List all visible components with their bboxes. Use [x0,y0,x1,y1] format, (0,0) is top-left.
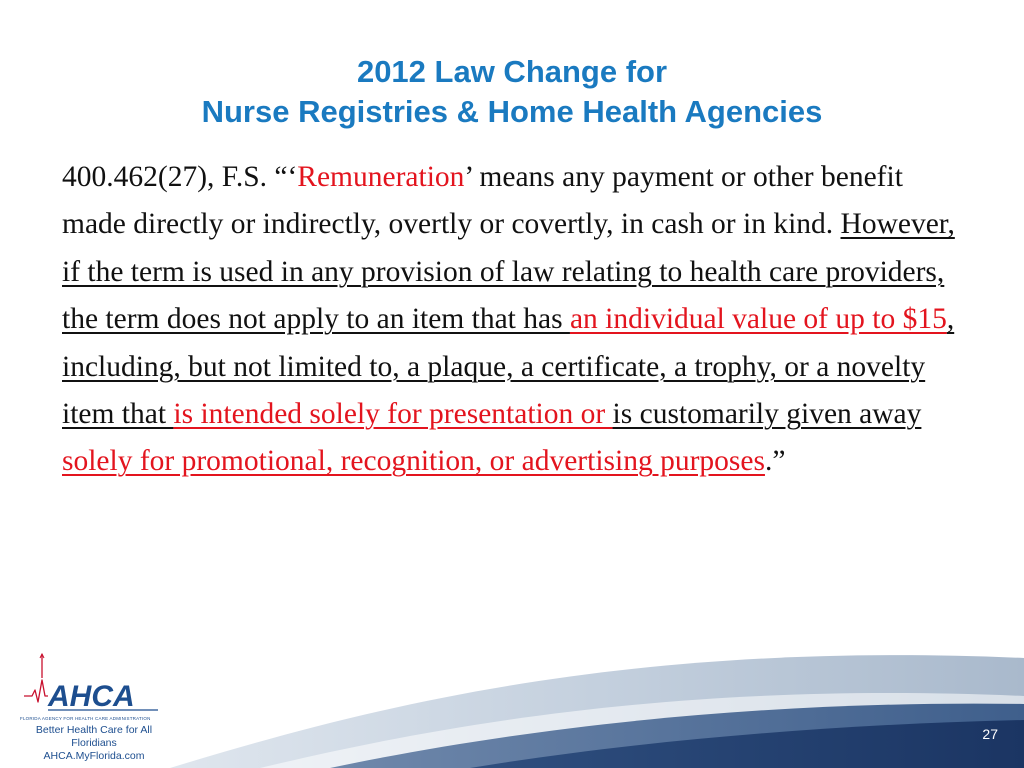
page-number: 27 [982,726,998,742]
statute-paragraph [62,154,962,486]
ahca-logo [18,650,168,720]
footer-tagline [14,724,174,763]
tagline-line-1: Better Health Care for All Floridians [35,724,153,749]
ahca-logo-wordmark: AHCA [48,680,135,713]
slide-title [0,52,1024,132]
purposes-highlight: solely for promotional, recognition, or advertising purposes [62,445,765,478]
website-link[interactable]: AHCA.MyFlorida.com [43,750,145,762]
given-away-clause: is customarily given away [612,398,922,431]
exception-clause: However, if the term is used in any provision of law relating to health care providers, the term does not apply to an item that has [62,208,955,336]
examples-clause: , including, but not limited to, a plaque, a certificate, a trophy, or a novelty item that [62,303,955,431]
defined-term: Remuneration [297,161,465,193]
definition-text: ’ means any payment or other benefit made directly or indirectly, overtly or covertly, in cash or in kind. [62,161,903,241]
statute-citation: 400.462(27), F.S. “‘ [62,161,298,193]
value-limit-highlight: an individual value of up to $15 [569,303,947,336]
title-line-2: Nurse Registries & Home Health Agencies [201,94,823,129]
title-line-1: 2012 Law Change for [356,54,668,89]
closing-quote: .” [764,445,786,478]
logo-agency-name: FLORIDA AGENCY FOR HEALTH CARE ADMINISTRATION [20,716,151,721]
presentation-highlight: is intended solely for presentation or [173,398,613,431]
